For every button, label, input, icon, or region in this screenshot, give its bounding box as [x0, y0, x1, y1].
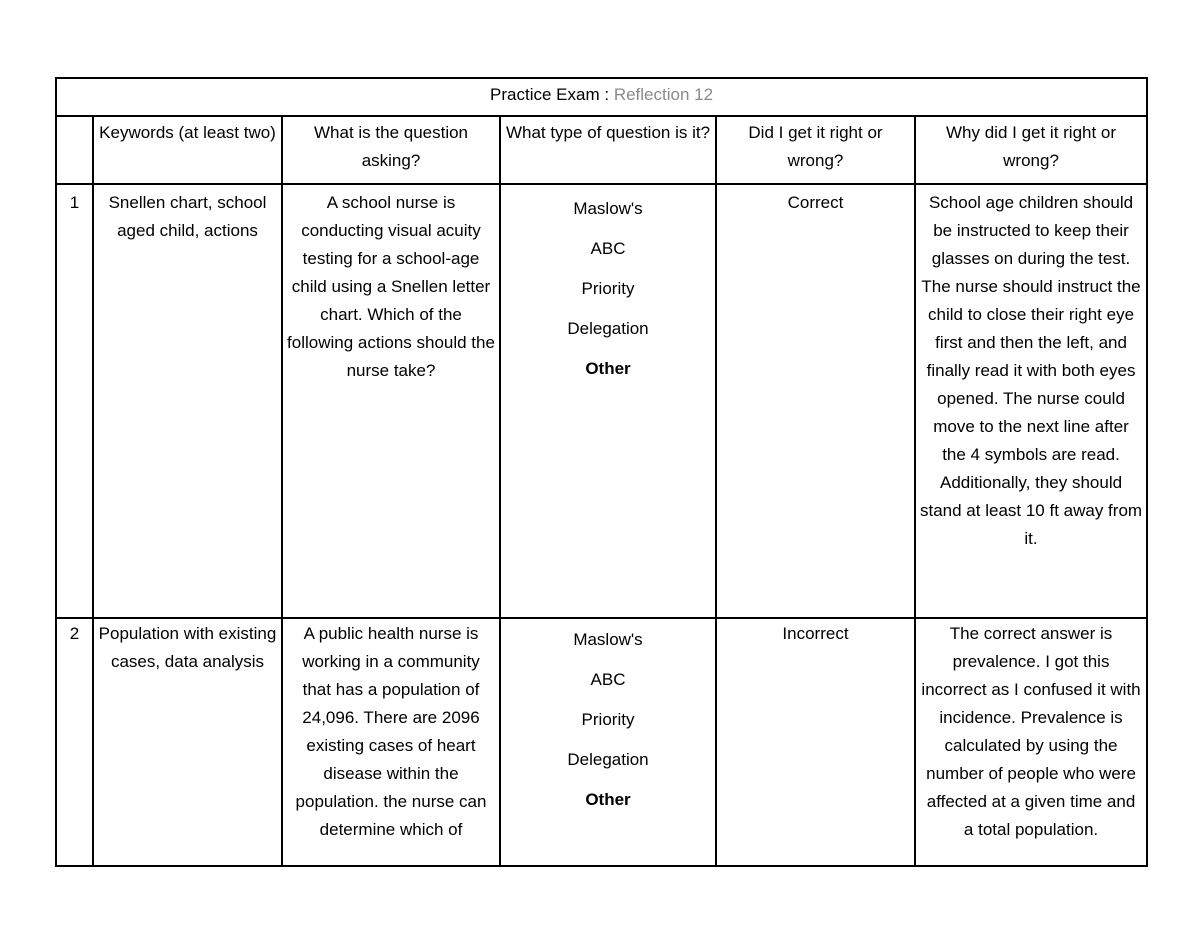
- row-result: Correct: [716, 184, 915, 618]
- header-number: [56, 116, 93, 184]
- title-row: [56, 78, 1147, 116]
- row-reason: School age children should be instructed to keep their glasses on during the test. The nurse should instruct the child to close their right eye first and then the left, and finally read it with both eyes opened. The nurse could move to the next line after the 4 symbols are read. Additionally, they should stand at least 10 ft away from it.: [915, 184, 1147, 618]
- table-title: [56, 78, 1147, 116]
- header-question-type: What type of question is it?: [500, 116, 716, 184]
- table-row: [56, 618, 1147, 866]
- type-maslows: Maslow's: [573, 199, 643, 218]
- header-question: What is the question asking?: [282, 116, 500, 184]
- row-number: 2: [56, 618, 93, 866]
- row-reason: The correct answer is prevalence. I got this incorrect as I confused it with incidence. Prevalence is calculated by using the number of people who were affected at a given time and a total population.: [915, 618, 1147, 866]
- row-question-types: [500, 618, 716, 866]
- title-label: Practice Exam: [490, 85, 600, 104]
- type-maslows: Maslow's: [573, 630, 643, 649]
- table-row: [56, 184, 1147, 618]
- row-keywords: Population with existing cases, data analysis: [93, 618, 282, 866]
- row-result: Incorrect: [716, 618, 915, 866]
- reflection-table: [55, 77, 1148, 867]
- row-question-types: [500, 184, 716, 618]
- type-priority: Priority: [581, 279, 635, 298]
- type-priority: Priority: [581, 710, 635, 729]
- row-question: A public health nurse is working in a community that has a population of 24,096. There are 2096 existing cases of heart disease within the population. the nurse can determine which of: [282, 618, 500, 866]
- header-result: Did I get it right or wrong?: [716, 116, 915, 184]
- row-number: 1: [56, 184, 93, 618]
- header-row: [56, 116, 1147, 184]
- header-keywords: Keywords (at least two): [93, 116, 282, 184]
- type-other-selected: Other: [585, 359, 631, 378]
- type-delegation: Delegation: [567, 750, 649, 769]
- type-other-selected: Other: [585, 790, 631, 809]
- title-subtitle: Reflection 12: [613, 85, 714, 104]
- type-delegation: Delegation: [567, 319, 649, 338]
- row-question: A school nurse is conducting visual acuity testing for a school-age child using a Snellen letter chart. Which of the following actions should the nurse take?: [282, 184, 500, 618]
- header-reason: Why did I get it right or wrong?: [915, 116, 1147, 184]
- title-separator: :: [604, 85, 610, 104]
- row-keywords: Snellen chart, school aged child, actions: [93, 184, 282, 618]
- type-abc: ABC: [590, 239, 626, 258]
- type-abc: ABC: [590, 670, 626, 689]
